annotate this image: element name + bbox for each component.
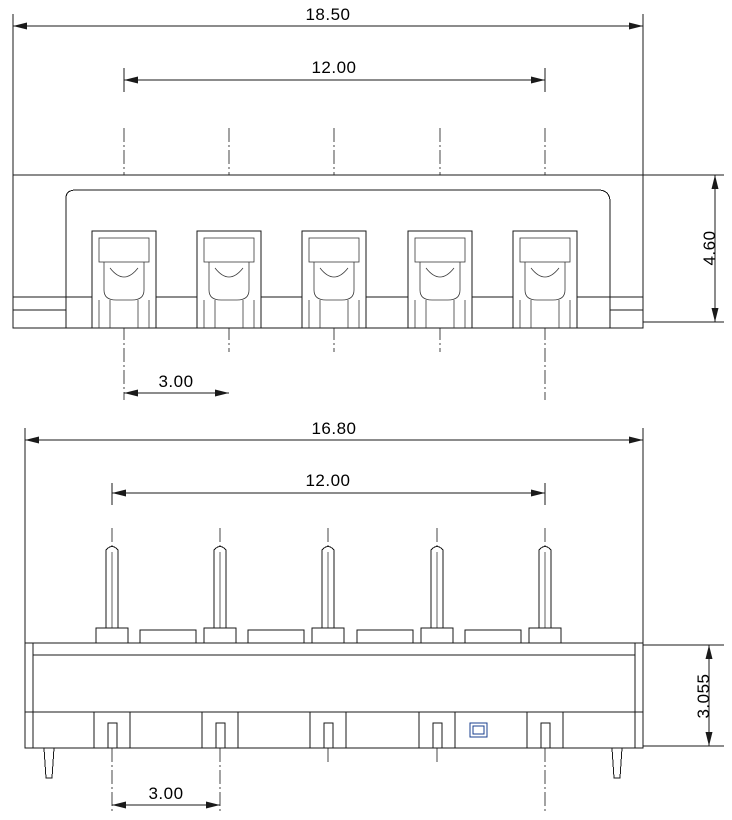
dim-label-overall-width-top: 18.50 [305, 5, 351, 24]
pin [322, 547, 334, 629]
contact-cavity [408, 231, 472, 328]
dim-label-pin-pitch-top: 3.00 [158, 372, 194, 391]
contact-cavity [302, 231, 366, 328]
contact-cavity [197, 231, 261, 328]
manufacturer-stamp [470, 723, 487, 737]
dim-label-pin-span-bottom: 12.00 [305, 471, 351, 490]
contact-cavity [513, 231, 577, 328]
pin [539, 547, 551, 629]
dim-label-body-height-bottom: 3.055 [694, 673, 713, 719]
pin [214, 547, 226, 629]
dim-label-pin-span-top: 12.00 [311, 58, 357, 77]
contact-cavity [92, 231, 156, 328]
pin [106, 547, 118, 629]
pins-bottom [106, 547, 551, 629]
dim-label-overall-width-bottom: 16.80 [311, 419, 357, 438]
dim-label-body-height-top: 4.60 [700, 230, 719, 266]
dim-overall-width-top [13, 14, 643, 175]
pin [431, 547, 443, 629]
dim-label-pin-pitch-bottom: 3.00 [148, 784, 184, 803]
pin-bases-bottom [96, 628, 561, 643]
